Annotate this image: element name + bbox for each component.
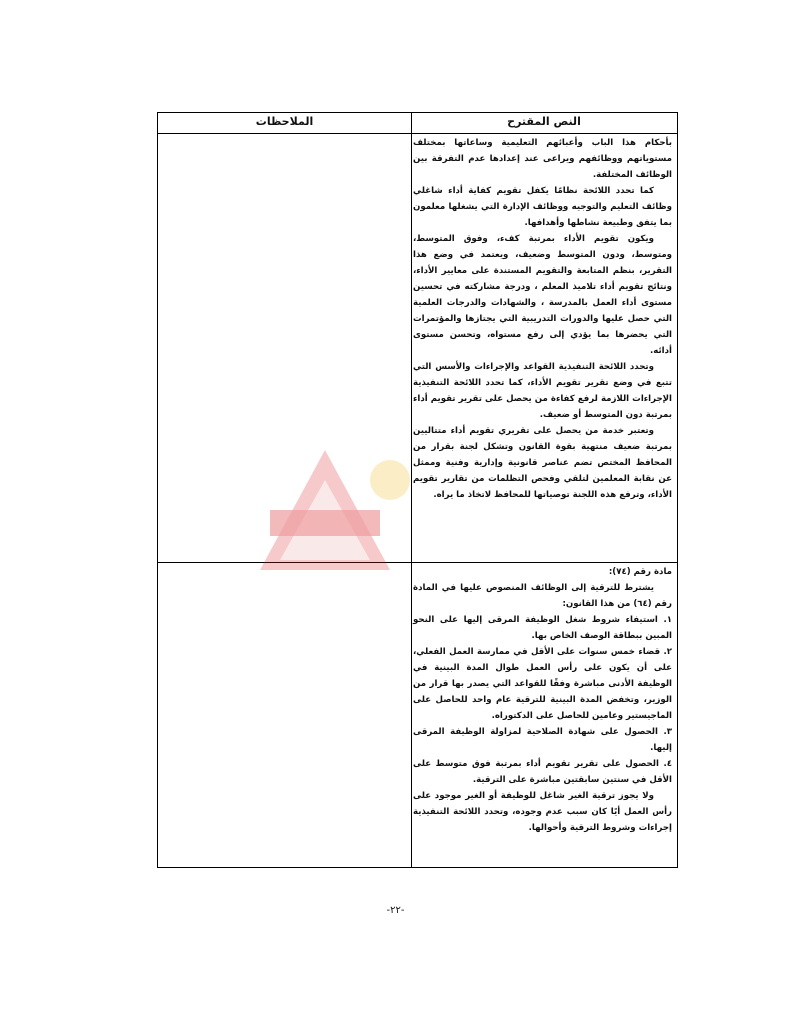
list-item: ٤. الحصول على تقرير تقويم أداء بمرتبة فوق متوسط على الأقل في سنتين سابقتين مباشرة على الترقية. bbox=[413, 759, 672, 785]
paragraph: كما تحدد اللائحة نظامًا يكفل تقويم كفاية أداء شاغلي وظائف التعليم والتوجيه ووظائف الإدارة التي يشغلها معلمون بما يتفق وطبيعة نشاطها وأهدافها. bbox=[413, 186, 672, 228]
paragraph: بأحكام هذا الباب وأعبائهم التعليمية وساعاتها بمختلف مستوياتهم ووظائفهم ويراعى عند إعدادها عدم التفرقة بين الوظائف المختلفة. bbox=[413, 138, 672, 180]
article-title: مادة رقم (٧٤): bbox=[608, 567, 672, 577]
proposed-text-cell-1 bbox=[413, 135, 672, 503]
paragraph: وتعتبر خدمة من يحصل على تقريري تقويم أداء متتاليين بمرتبة ضعيف منتهية بقوة القانون وتشكل لجنة بقرار من المحافظ المختص تضم عناصر قانونية وإدارية وفنية وممثل عن نقابة المعلمين لتلقي وفحص التظلمات من تقارير تقويم الأداء، وترفع هذه اللجنة توصياتها للمحافظ لاتخاذ ما يراه. bbox=[413, 426, 672, 500]
header-notes: الملاحظات bbox=[255, 115, 314, 128]
list-item: ١. استيفاء شروط شغل الوظيفة المرقى إليها على النحو المبين ببطاقة الوصف الخاص بها. bbox=[413, 615, 672, 641]
egymoe-logo-watermark bbox=[240, 440, 410, 575]
list-item: ٢. قضاء خمس سنوات على الأقل في ممارسة العمل الفعلي، على أن يكون على رأس العمل طوال المدة البينية في الوظيفة الأدنى مباشرة وفقًا للقواعد التي يصدر بها قرار من الوزير، وتخفض المدة البينية للترقية عام واحد للحاصل على الماجيستير وعامين للحاصل على الدكتوراه. bbox=[413, 647, 672, 721]
document-table bbox=[157, 112, 678, 868]
paragraph: وتحدد اللائحة التنفيذية القواعد والإجراءات والأسس التي تتبع في وضع تقرير تقويم الأداء، كما تحدد اللائحة التنفيذية الإجراءات اللازمة لرفع كفاءة من يحصل على تقرير تقويم أداء بمرتبة دون المتوسط أو ضعيف. bbox=[413, 362, 672, 420]
paragraph: يشترط للترقية إلى الوظائف المنصوص عليها في المادة رقم (٦٤) من هذا القانون: bbox=[413, 583, 672, 609]
paragraph: ولا يجوز ترقية الغير شاغل للوظيفة أو الغير موجود على رأس العمل أيًا كان سبب عدم وجوده، وتحدد اللائحة التنفيذية إجراءات وشروط الترقية وأحوالها. bbox=[413, 791, 672, 833]
column-divider bbox=[411, 113, 412, 867]
page-number: -٢٢- bbox=[386, 905, 405, 916]
paragraph: ويكون تقويم الأداء بمرتبة كفء، وفوق المتوسط، ومتوسط، ودون المتوسط وضعيف، ويعتمد في وضع هذا التقرير، بنظم المتابعة والتقويم المستندة على معايير الأداء، ونتائج تقويم أداء تلاميذ المعلم ، ودرجة مشاركته في تحسين مستوى أداء العمل بالمدرسة ، والشهادات والدرجات العلمية التي حصل عليها والدورات التدريبية التي يجتازها والمؤتمرات التي يحضرها بما يؤدي إلى رفع مستواه، وتحسن مستوى أدائه. bbox=[413, 234, 672, 356]
header-divider bbox=[158, 133, 677, 134]
header-proposed-text: النص المقترح bbox=[507, 115, 581, 128]
list-item: ٣. الحصول على شهادة الصلاحية لمزاولة الوظيفة المرقى إليها. bbox=[413, 727, 672, 753]
proposed-text-cell-2 bbox=[413, 564, 672, 836]
row-divider bbox=[158, 562, 677, 563]
